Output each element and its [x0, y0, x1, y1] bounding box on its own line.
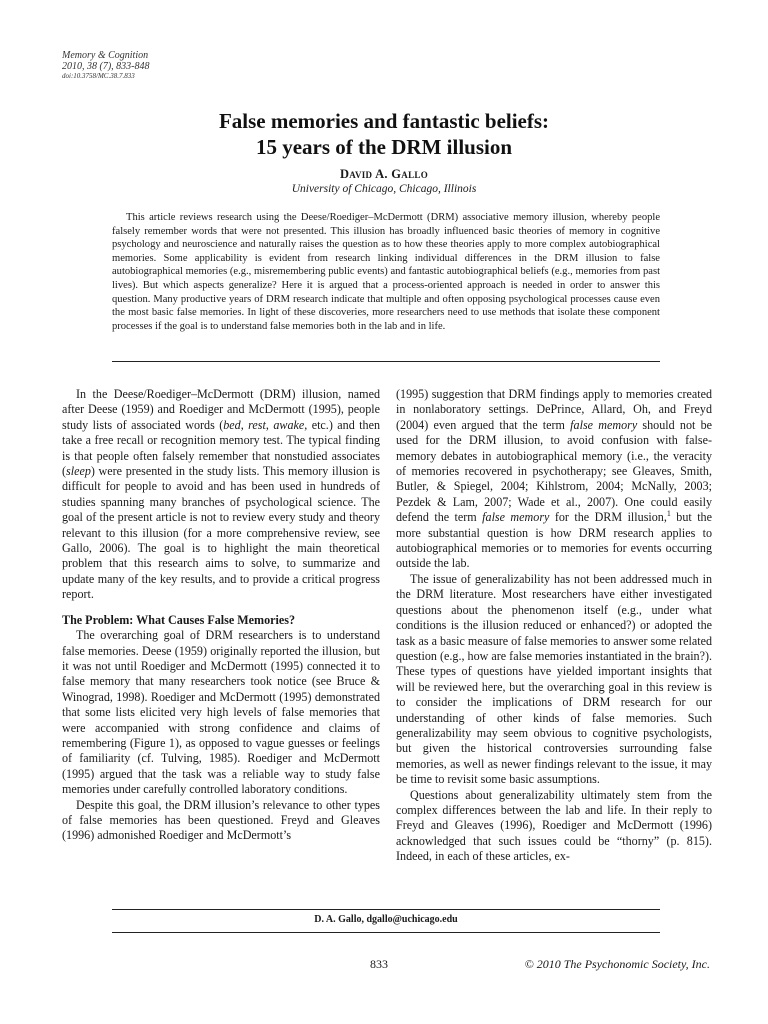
- right-paragraph-1: (1995) suggestion that DRM findings apply to memories created in nonlaboratory settings. DePrince, Allard, Oh, and Freyd (2004) even argued that the term false memory should not be used for the DRM illusion, to avoid confusion with false-memory debates in autobiographical memory (i.e., the veracity of memories recovered in psychotherapy; see Gleaves, Smith, Butler, & Spiegel, 2004; Kihlstrom, 2004; McNally, 2003; Pezdek & Lam, 2007; Wade et al., 2007). One could easily defend the term false memory for the DRM illusion,$^1$ but the more substantial question is how DRM research applies to autobiographical memories or to memories for events occurring outside the lab.: [396, 387, 712, 571]
- copyright-notice: © 2010 The Psychonomic Society, Inc.: [524, 957, 710, 971]
- author-affiliation: University of Chicago, Chicago, Illinois: [291, 183, 477, 195]
- author-name: David A. Gallo: [339, 167, 428, 181]
- left-column: [62, 387, 380, 844]
- page-number: 833: [370, 957, 388, 971]
- right-column: [396, 387, 712, 865]
- left-paragraph-2: The overarching goal of DRM researchers is to understand false memories. Deese (1959) originally reported the illusion, but it was not until Roediger and McDermott (1995) connected it to false memory that many researchers took notice (see Bruce & Winograd, 1998). Roediger and McDermott (1995) demonstrated that some lists elicited very high levels of false memories that were accompanied with strong confidence and claims of remembering (Figure 1), as opposed to vague guesses or feelings of familiarity (cf. Tulving, 1985). Roediger and McDermott (1995) argued that the task was a reliable way to study false memories under carefully controlled laboratory conditions.: [62, 628, 380, 797]
- right-paragraph-3: Questions about generalizability ultimately stem from the complex differences between the lab and life. In their reply to Freyd and Gleaves (1996), Roediger and McDermott (1996) acknowledged that such issues could be “thorny” (p. 815). Indeed, in each of these articles, ex-: [396, 787, 712, 864]
- left-paragraph-1: In the Deese/Roediger–McDermott (DRM) illusion, named after Deese (1959) and Roediger and McDermott (1995), people study lists of associated words (bed, rest, awake, etc.) and then take a free recall or recognition memory test. The typical finding is that people often falsely remember that nonstudied associates (sleep) were presented in the study lists. This memory illusion is difficult for people to avoid and has been used in hundreds of studies spanning many branches of psychological science. The goal of the present article is not to review every study and theory relevant to this illusion (for a more comprehensive review, see Gallo, 2006). The goal is to highlight the main theoretical problem that this research aims to solve, to summarize and update many of the key results, and to provide a critical progress report.: [62, 387, 381, 602]
- journal-name: Memory & Cognition: [62, 50, 149, 61]
- title-line-2: 15 years of the DRM illusion: [255, 135, 513, 159]
- abstract-rule: [112, 361, 660, 362]
- footnote-marker[interactable]: 1: [666, 509, 671, 519]
- footnote-rule-bottom: [112, 932, 660, 933]
- section-heading: The Problem: What Causes False Memories?: [62, 612, 295, 627]
- journal-volume: 2010, 38 (7), 833-848: [62, 61, 150, 72]
- left-paragraph-3: Despite this goal, the DRM illusion’s relevance to other types of false memories has been questioned. Freyd and Gleaves (1996) admonished Roediger and McDermott’s: [62, 797, 380, 843]
- author-contact: D. A. Gallo, dgallo@uchicago.edu: [314, 914, 458, 925]
- title-line-1: False memories and fantastic beliefs:: [218, 109, 550, 133]
- right-paragraph-2: The issue of generalizability has not been addressed much in the DRM literature. Most researchers have either investigated questions about the phenomenon itself (e.g., under what conditions is the illusion reduced or enhanced?) or adopted the task as a basic measure of false memories to answer some related question (e.g., how are false memories instantiated in the brain?). These types of questions have yielded important insights that will be reviewed here, but the overarching goal in this review is to consider the implications of DRM research for our understanding of other kinds of false memories. Such generalizability may seem obvious to cognitive psychologists, but given the historical controversies surrounding false memories, as well as newer findings relevant to the issue, it may be time to revisit some basic assumptions.: [396, 571, 713, 787]
- abstract: This article reviews research using the Deese/Roediger–McDermott (DRM) associative memory illusion, whereby people falsely remember words that were not presented. This illusion has broadly influenced basic theories of memory in cognitive psychology and neuroscience and naturally raises the question as to how these theories apply to more complex autobiographical memories. Some applicability is evident from research linking individual differences in the DRM illusion to false autobiographical memories (e.g., misremembering public events) and fantastic autobiographical beliefs (e.g., memories from past lives). But which aspects generalize? Here it is argued that a process-oriented approach is needed in order to answer this question. Many productive years of DRM research indicate that multiple and often opposing psychological processes cause even the most basic false memories. In light of these discoveries, more researchers need to use methods that isolate these component processes if the goal is to understand false memories both in the lab and in life.: [112, 212, 660, 332]
- article-title: [62, 108, 706, 160]
- footnote-rule-top: [112, 909, 660, 910]
- journal-header: [62, 50, 150, 81]
- journal-doi: doi:10.3758/MC.38.7.833: [62, 72, 135, 80]
